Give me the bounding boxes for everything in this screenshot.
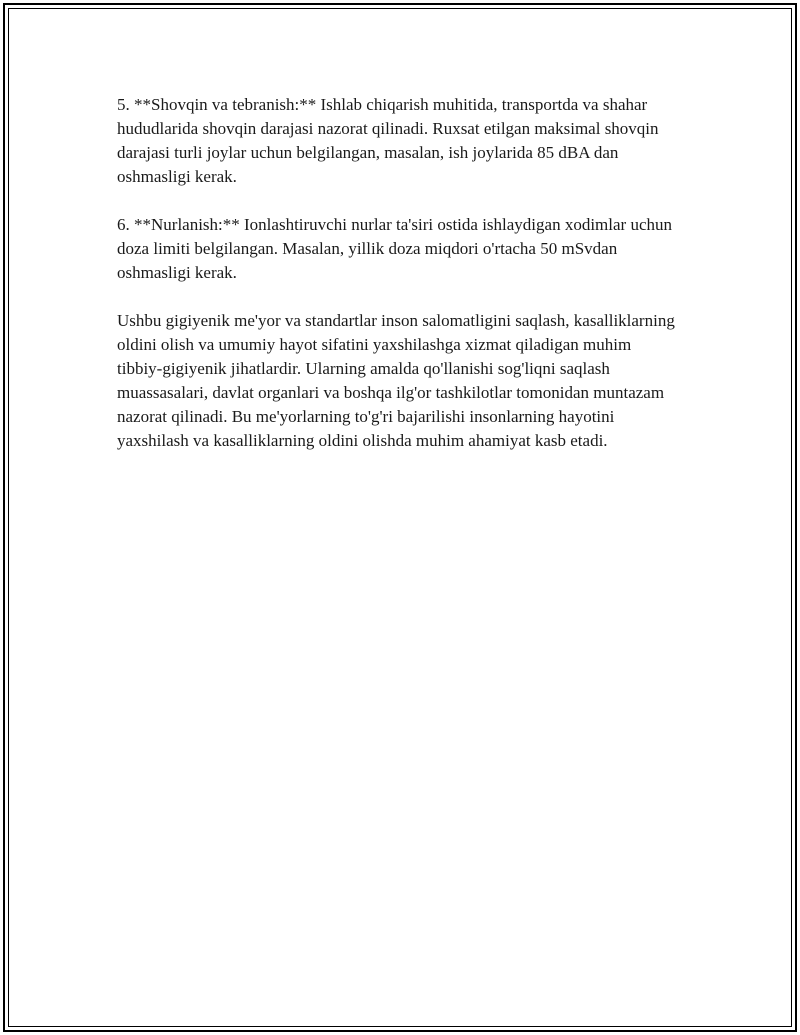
paragraph-conclusion: Ushbu gigiyenik me'yor va standartlar inson salomatligini saqlash, kasalliklarning oldini olish va umumiy hayot sifatini yaxshilashga xizmat qiladigan muhim tibbiy-gigiyenik jihatlardir. Ularning amalda qo'llanishi sog'liqni saqlash muassasalari, davlat organlari va boshqa ilg'or tashkilotlar tomonidan muntazam nazorat qilinadi. Bu me'yorlarning to'g'ri bajarilishi insonlarning hayotini yaxshilash va kasalliklarning oldini olishda muhim ahamiyat kasb etadi. xyxy=(117,311,675,450)
paragraph-radiation: 6. **Nurlanish:** Ionlashtiruvchi nurlar ta'siri ostida ishlaydigan xodimlar uchun doza limiti belgilangan. Masalan, yillik doza miqdori o'rtacha 50 mSvdan oshmasligi kerak. xyxy=(117,215,672,282)
document-body xyxy=(117,93,677,477)
paragraph-noise-vibration: 5. **Shovqin va tebranish:** Ishlab chiqarish muhitida, transportda va shahar hududlarida shovqin darajasi nazorat qilinadi. Ruxsat etilgan maksimal shovqin darajasi turli joylar uchun belgilangan, masalan, ish joylarida 85 dBA dan oshmasligi kerak. xyxy=(117,95,659,186)
